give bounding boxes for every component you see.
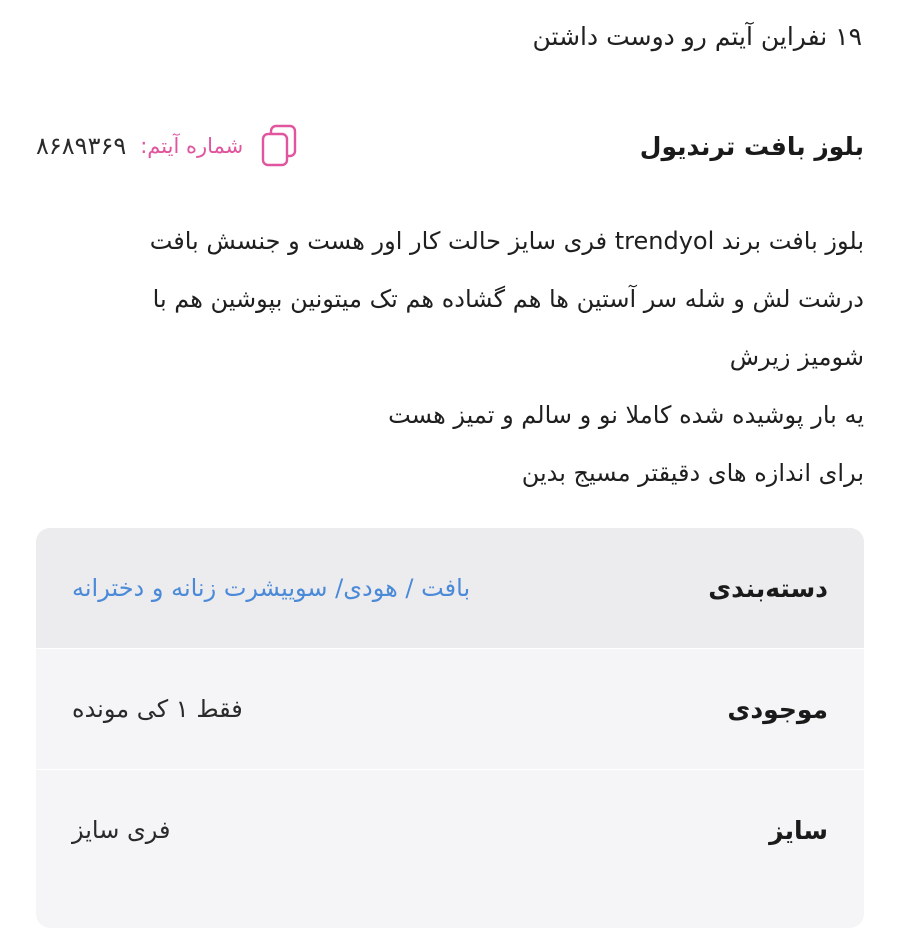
likes-count-text: ۱۹ نفراین آیتم رو دوست داشتن bbox=[532, 22, 862, 51]
details-row-category bbox=[36, 528, 864, 648]
item-id-group bbox=[36, 121, 301, 171]
description-line: شومیز زیرش bbox=[729, 343, 864, 371]
description-line: یه بار پوشیده شده کاملا نو و سالم و تمیز هست bbox=[388, 401, 864, 429]
details-value: فری سایز bbox=[72, 816, 171, 844]
copy-icon[interactable] bbox=[257, 121, 301, 171]
item-description bbox=[34, 212, 864, 502]
details-card bbox=[36, 528, 864, 928]
item-id-value: ۸۶۸۹۳۶۹ bbox=[36, 132, 127, 160]
details-row-size bbox=[36, 769, 864, 890]
item-title: بلوز بافت ترندیول bbox=[639, 131, 864, 161]
details-key: سایز bbox=[769, 815, 828, 845]
details-value: فقط ۱ کی مونده bbox=[72, 695, 243, 723]
details-key: دسته‌بندی bbox=[708, 573, 828, 603]
details-row-stock bbox=[36, 648, 864, 769]
category-link[interactable]: بافت / هودی/ سوییشرت زنانه و دخترانه bbox=[72, 574, 471, 602]
description-line: درشت لش و شله سر آستین ها هم گشاده هم تک میتونین بپوشین هم با bbox=[152, 285, 864, 313]
item-id-label: شماره آیتم: bbox=[140, 134, 244, 158]
details-key: موجودی bbox=[727, 694, 828, 724]
description-line: بلوز بافت برند trendyol فری سایز حالت کار اور هست و جنسش بافت bbox=[149, 227, 864, 255]
item-header bbox=[36, 120, 864, 172]
description-line: برای اندازه های دقیقتر مسیج بدین bbox=[521, 459, 864, 487]
